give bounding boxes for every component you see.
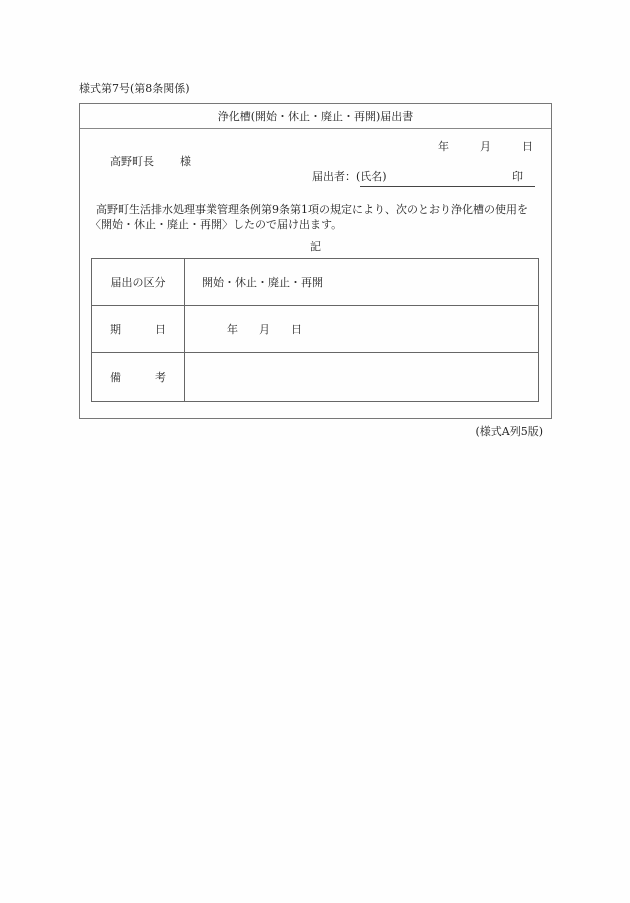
seal-mark: 印 <box>512 170 523 183</box>
table-row-remarks <box>92 353 538 401</box>
category-options[interactable]: 開始・休止・廃止・再開 <box>202 276 323 289</box>
body-text <box>90 202 528 232</box>
applicant-name-label: 届出者：(氏名) <box>312 170 387 183</box>
date-year: 年 <box>438 140 449 153</box>
date-day: 日 <box>522 140 533 153</box>
form-number: 様式第7号(第8条関係) <box>79 82 190 95</box>
row-label <box>92 306 185 352</box>
period-day: 日 <box>291 323 302 336</box>
addressee <box>110 153 191 169</box>
ki-heading: 記 <box>310 240 321 253</box>
addressee-name: 高野町長 <box>110 155 154 168</box>
row-label-a: 期 <box>110 323 121 336</box>
body-line-2: 〈開始・休止・廃止・再開〉したので届け出ます。 <box>90 218 343 231</box>
paper-size-note: (様式A列5版) <box>475 425 543 438</box>
form-title: 浄化槽(開始・休止・廃止・再開)届出書 <box>80 104 551 129</box>
row-label: 届出の区分 <box>92 259 185 305</box>
signature-line[interactable] <box>360 186 535 187</box>
period-month: 月 <box>259 323 270 336</box>
row-label-b: 考 <box>155 371 166 384</box>
notification-form <box>79 103 552 419</box>
submission-date <box>438 138 533 154</box>
row-label <box>92 353 185 401</box>
table-row-category <box>92 259 538 306</box>
period-date-field[interactable] <box>185 306 538 352</box>
details-table <box>91 258 539 402</box>
addressee-honorific: 様 <box>180 155 191 168</box>
row-label-a: 備 <box>110 371 121 384</box>
period-year: 年 <box>227 323 238 336</box>
table-row-date <box>92 306 538 353</box>
date-month: 月 <box>480 140 491 153</box>
row-label-b: 日 <box>155 323 166 336</box>
body-line-1: 高野町生活排水処理事業管理条例第9条第1項の規定により、次のとおり浄化槽の使用を <box>96 203 528 216</box>
remarks-field[interactable] <box>185 353 538 401</box>
